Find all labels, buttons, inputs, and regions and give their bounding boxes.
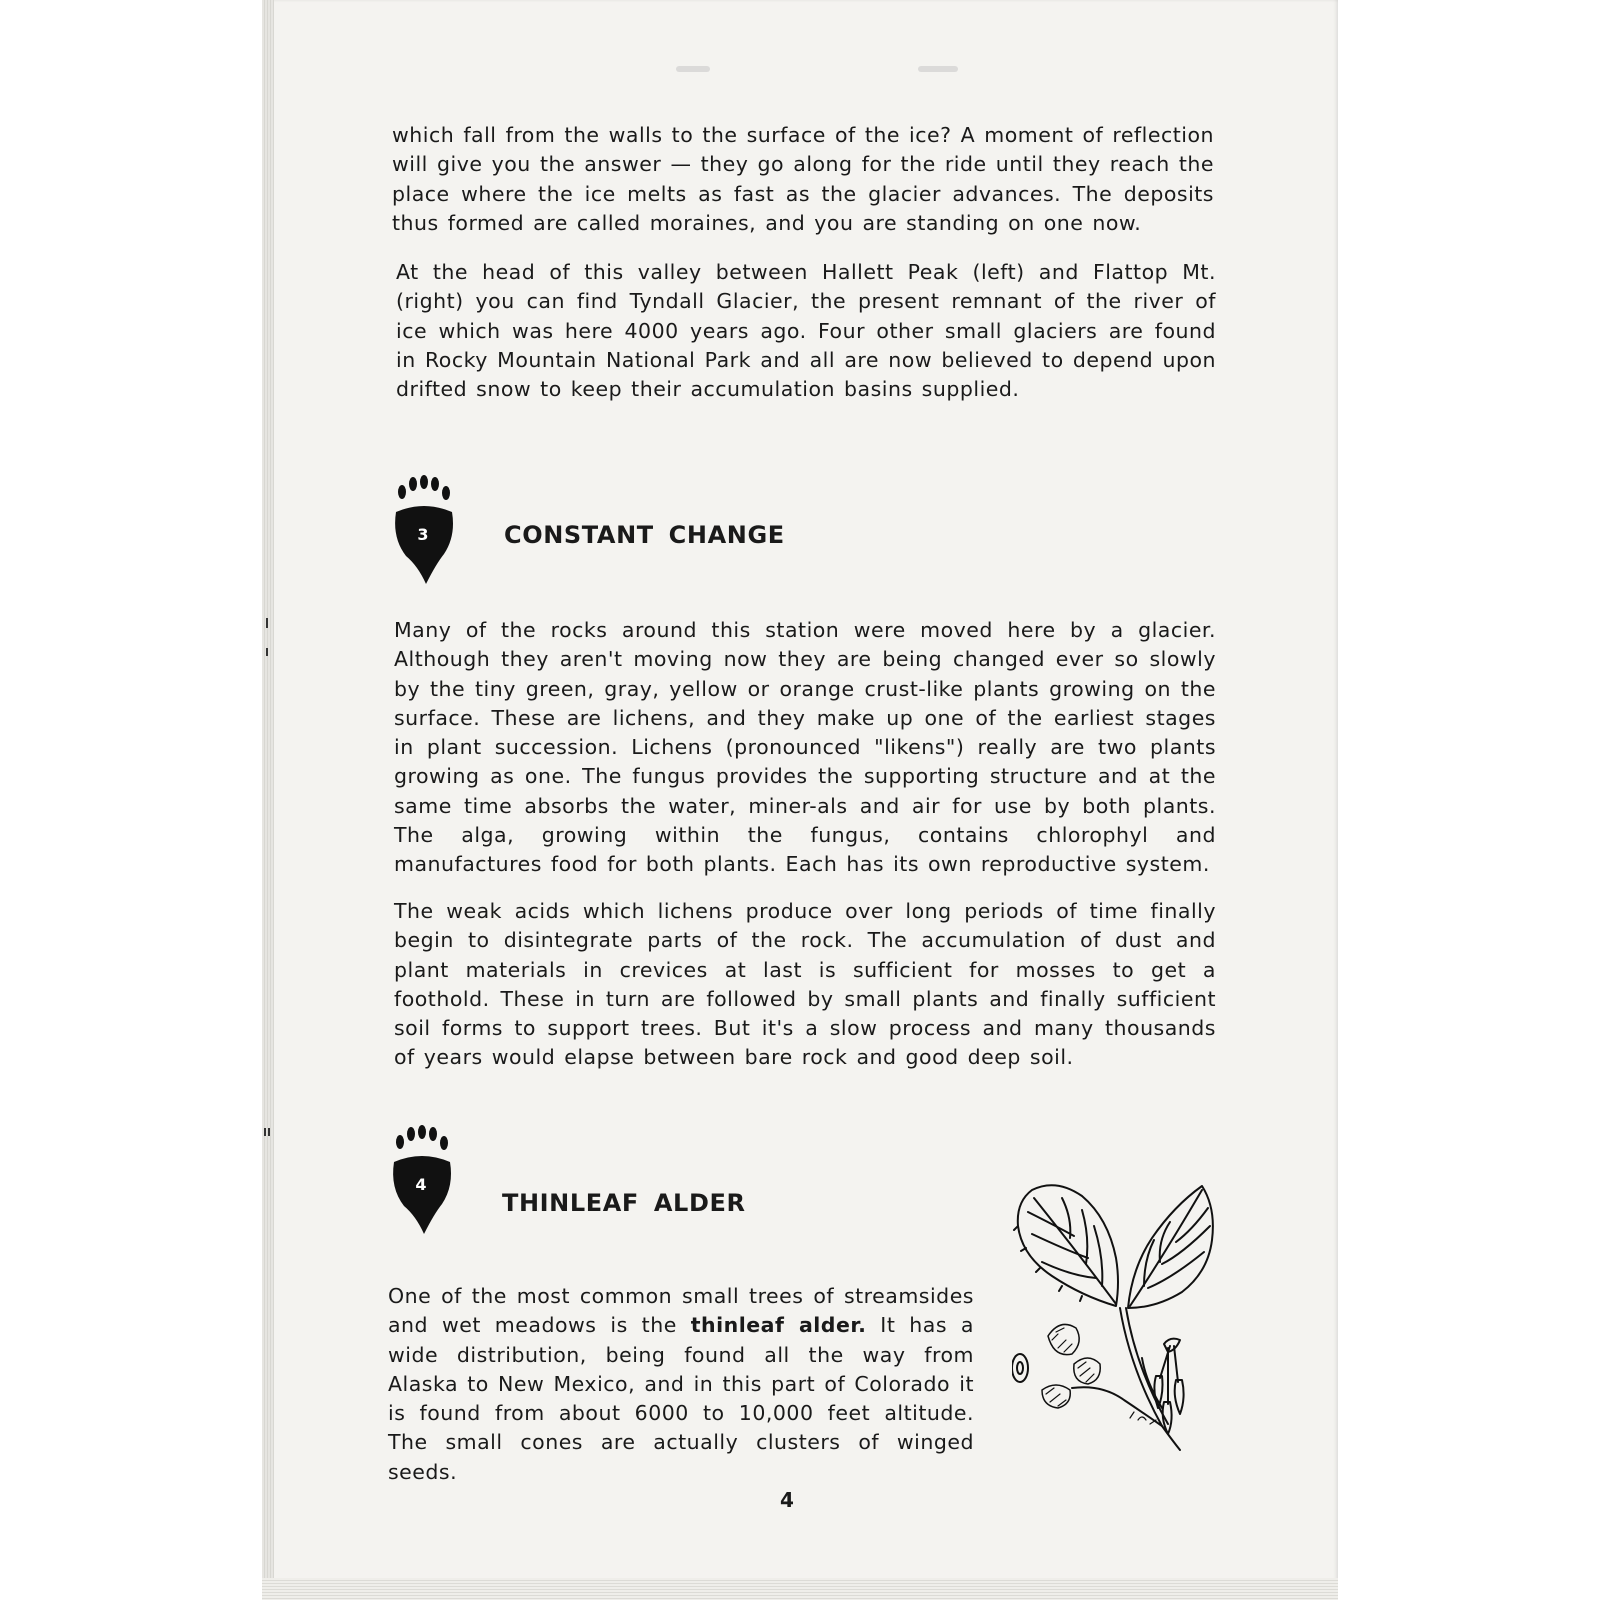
spine-mark [266, 618, 268, 628]
paragraph-moraines: which fall from the walls to the surface of the ice? A moment of reflection will give you the answer — they go along for the ride until they reach the place where the ice melts as fast as the glacier advances. The deposits thus formed are called moraines, and you are standing on one now. [392, 123, 1214, 235]
spine-mark [266, 648, 268, 656]
alder-text-intro: One of the most common small trees of streamsides and wet meadows is the [388, 1284, 974, 1338]
page-bottom-edge [262, 1578, 1338, 1600]
thinleaf-alder-branch-illustration [1012, 1168, 1222, 1458]
section-heading-thinleaf-alder: THINLEAF ALDER [502, 1189, 746, 1217]
show-through-mark [918, 66, 958, 72]
station-number: 3 [417, 525, 429, 544]
paragraph-soil-formation: The weak acids which lichens produce over long periods of time finally begin to disintegrate parts of the rock. The accumulation of dust and plant materials in crevices at last is sufficient for mosses to get a foothold. These in turn are followed by small plants and finally sufficient soil forms to support trees. But it's a slow process and many thousands of years would elapse between bare rock and good deep soil. [394, 899, 1216, 1070]
show-through-mark [676, 66, 710, 72]
bear-paw-icon [392, 474, 456, 586]
paragraph-tyndall-glacier: At the head of this valley between Hallett Peak (left) and Flattop Mt. (right) you can find Tyndall Glacier, the present remnant of the river of ice which was here 4000 years ago. Four other small glaciers are found in Rocky Mountain National Park and all are now believed to depend upon drifted snow to keep their accumulation basins supplied. [396, 260, 1216, 402]
paragraph-alder [388, 1282, 974, 1487]
section-heading-constant-change: CONSTANT CHANGE [504, 521, 785, 549]
station-number: 4 [415, 1175, 427, 1194]
page-number: 4 [780, 1488, 794, 1512]
page-stack-edge [262, 0, 274, 1600]
bear-paw-icon [390, 1124, 454, 1236]
alder-term: thinleaf alder. [690, 1313, 867, 1338]
paragraph-lichens: Many of the rocks around this station were moved here by a glacier. Although they aren't moving now they are being changed ever so slowly by the tiny green, gray, yellow or orange crust-like plants growing on the surface. These are lichens, and they make up one of the earliest stages in plant succession. Lichens (pronounced "likens") really are two plants growing as one. The fungus provides the supporting structure and at the same time absorbs the water, miner-als and air for use by both plants. The alga, growing within the fungus, contains chlorophyl and manufactures food for both plants. Each has its own reproductive system. [394, 618, 1216, 877]
alder-text-rest: It has a wide distribution, being found all the way from Alaska to New Mexico, and in this part of Colorado it is found from about 6000 to 10,000 feet altitude. The small cones are actually clusters of winged seeds. [388, 1313, 974, 1484]
spine-mark [264, 1128, 266, 1136]
spine-mark [268, 1128, 270, 1136]
